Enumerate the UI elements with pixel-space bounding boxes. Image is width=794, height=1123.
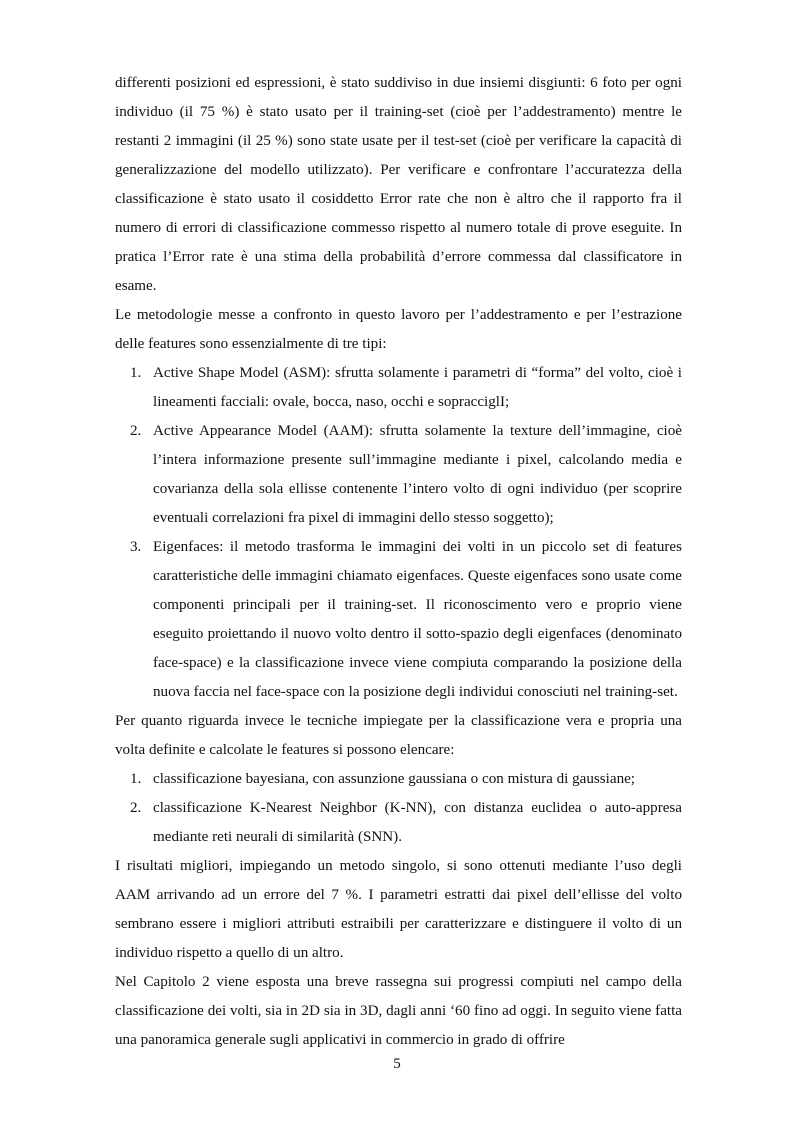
list-item-number: 2.: [130, 800, 142, 816]
paragraph-methods-intro: Le metodologie messe a confronto in questo lavoro per l’addestramento e per l’estrazione delle features sono essenzialmente di tre tipi:: [115, 307, 682, 352]
list-item: [130, 417, 682, 533]
page-number: 5: [393, 1056, 401, 1072]
paragraph-dataset-split: differenti posizioni ed espressioni, è stato suddiviso in due insiemi disgiunti: 6 foto per ogni individuo (il 75 %) è stato usato per il training-set (cioè per l’addestramento) mentre le restanti 2 immagini (il 25 %) sono state usate per il test-set (cioè per verificare la capacità di generalizzazione del modello utilizzato). Per verificare e confrontare l’accuratezza della classificazione è stato usato il cosiddetto Error rate che non è altro che il rapporto fra il numero di errori di classificazione commesso rispetto al numero totale di prove eseguite. In pratica l’Error rate è una stima della probabilità d’errore commessa dal classificatore in esame.: [115, 75, 682, 294]
list-item: [130, 359, 682, 417]
list-item-text: Active Appearance Model (AAM): sfrutta solamente la texture dell’immagine, cioè l’intera informazione presente sull’immagine mediante i pixel, calcolando media e covarianza della sola ellisse contenente l’intero volto di ogni individuo (per scoprire eventuali correlazioni fra pixel di immagini dello stesso soggetto);: [153, 423, 682, 526]
list-item-number: 1.: [130, 771, 142, 787]
list-item-number: 2.: [130, 423, 142, 439]
list-item-text: Active Shape Model (ASM): sfrutta solamente i parametri di “forma” del volto, cioè i lineamenti facciali: ovale, bocca, naso, occhi e sopracciglI;: [153, 365, 682, 410]
paragraph-chapter-overview: Nel Capitolo 2 viene esposta una breve rassegna sui progressi compiuti nel campo della classificazione dei volti, sia in 2D sia in 3D, dagli anni ‘60 fino ad oggi. In seguito viene fatta una panoramica generale sugli applicativi in commercio in grado di offrire: [115, 974, 682, 1048]
paragraph-results: I risultati migliori, impiegando un metodo singolo, si sono ottenuti mediante l’uso degli AAM arrivando ad un errore del 7 %. I parametri estratti dai pixel dell’ellisse del volto sembrano essere i migliori attributi estraibili per caratterizzare e distinguere il volto di un individuo rispetto a quello di un altro.: [115, 858, 682, 961]
list-item: [130, 794, 682, 852]
paragraph-classifiers-intro: Per quanto riguarda invece le tecniche impiegate per la classificazione vera e propria una volta definite e calcolate le features si possono elencare:: [115, 713, 682, 758]
page-body: [115, 69, 682, 1055]
list-item-text: Eigenfaces: il metodo trasforma le immagini dei volti in un piccolo set di features caratteristiche delle immagini chiamato eigenfaces. Queste eigenfaces sono usate come componenti principali per il training-set. Il riconoscimento vero e proprio viene eseguito proiettando il nuovo volto dentro il sotto-spazio degli eigenfaces (denominato face-space) e la classificazione invece viene compiuta comparando la posizione della nuova faccia nel face-space con la posizione degli individui conosciuti nel training-set.: [153, 539, 682, 700]
list-item-text: classificazione K-Nearest Neighbor (K-NN), con distanza euclidea o auto-appresa mediante reti neurali di similarità (SNN).: [153, 800, 682, 845]
list-item: [130, 765, 682, 794]
methods-list: [130, 359, 682, 707]
list-item-number: 1.: [130, 365, 142, 381]
list-item-text: classificazione bayesiana, con assunzione gaussiana o con mistura di gaussiane;: [153, 771, 636, 787]
list-item: [130, 533, 682, 707]
list-item-number: 3.: [130, 539, 142, 555]
classifiers-list: [130, 765, 682, 852]
